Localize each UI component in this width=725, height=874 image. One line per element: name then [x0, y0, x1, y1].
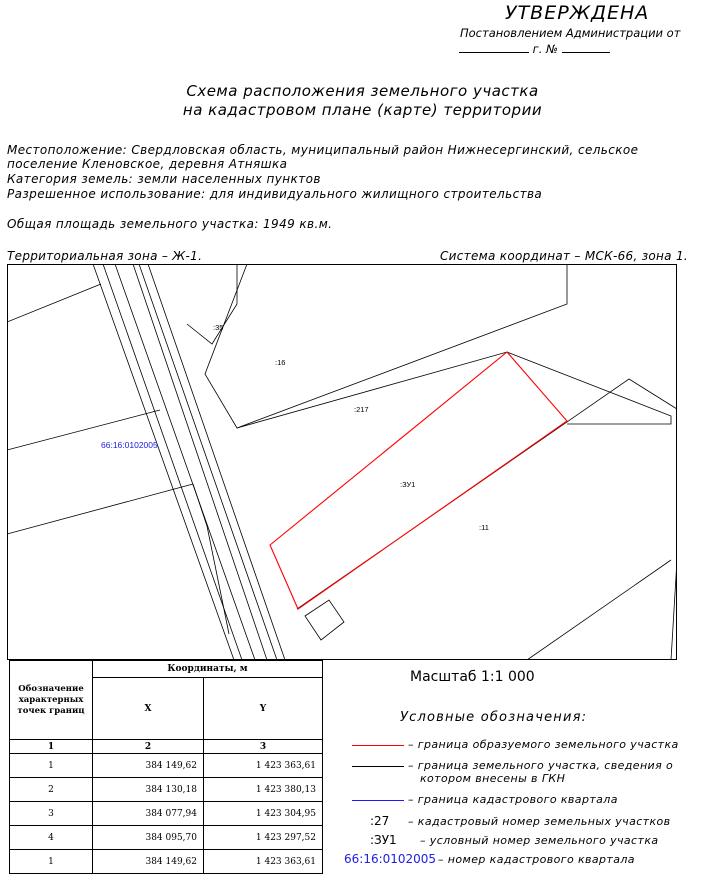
legend-cadnum-code: :27 [370, 814, 390, 828]
legend-gkn-text1: – граница земельного участка, сведения о [408, 759, 674, 772]
location-line2: поселение Кленовское, деревня Атняшка [7, 157, 288, 171]
resolution-text: Постановлением Администрации от [460, 26, 681, 40]
point-cell: 3 [10, 802, 93, 826]
table-row [10, 778, 323, 802]
document-title-line1: Схема расположения земельного участка [186, 82, 539, 100]
legend-gkn-line [352, 766, 404, 767]
legend-gkn-text2: котором внесены в ГКН [420, 772, 566, 785]
year-mark: г. [532, 42, 543, 56]
col-y-header: Y [204, 678, 323, 740]
point-cell: 2 [10, 778, 93, 802]
point-cell: 4 [10, 826, 93, 850]
legend-new-parcel-text: – граница образуемого земельного участка [408, 738, 679, 751]
x-cell: 384 130,18 [93, 778, 204, 802]
y-cell: 1 423 363,61 [204, 850, 323, 874]
table-row [10, 850, 323, 874]
col-points-header: Обозначение характерных точек границ [10, 661, 93, 740]
x-cell: 384 095,70 [93, 826, 204, 850]
table-row [10, 802, 323, 826]
x-cell: 384 149,62 [93, 754, 204, 778]
y-cell: 1 423 304,95 [204, 802, 323, 826]
y-cell: 1 423 297,52 [204, 826, 323, 850]
permitted-use: Разрешенное использование: для индивидуального жилищного строительства [7, 187, 543, 201]
land-category: Категория земель: земли населенных пунктов [7, 172, 321, 186]
coordinates-table [9, 660, 323, 874]
total-area: Общая площадь земельного участка: 1949 кв.м. [7, 217, 333, 231]
col-x-header: X [93, 678, 204, 740]
table-row [10, 754, 323, 778]
col-num-1: 1 [10, 740, 93, 754]
x-cell: 384 077,94 [93, 802, 204, 826]
number-blank [562, 41, 610, 53]
legend-quarter-text: – граница кадастрового квартала [408, 793, 618, 806]
approved-heading: УТВЕРЖДЕНА [505, 2, 650, 24]
parcel-label-11: :11 [479, 523, 489, 532]
legend-cadnum-text: – кадастровый номер земельных участков [408, 815, 671, 828]
location-line1: Местоположение: Свердловская область, муниципальный район Нижнесергинский, сельское [7, 143, 639, 157]
document-title-line2: на кадастровом плане (карте) территории [182, 101, 543, 119]
legend-quarter-code: 66:16:0102005 [344, 852, 437, 866]
number-mark: № [546, 42, 558, 56]
legend-quarter-line [352, 800, 404, 801]
col-num-2: 2 [93, 740, 204, 754]
table-row [10, 826, 323, 850]
col-coords-header: Координаты, м [93, 661, 323, 678]
legend-quarter-code-text: – номер кадастрового квартала [438, 853, 635, 866]
x-cell: 384 149,62 [93, 850, 204, 874]
territorial-zone: Территориальная зона – Ж-1. [7, 249, 203, 263]
point-cell: 1 [10, 754, 93, 778]
parcel-label-zu1: :ЗУ1 [400, 480, 416, 489]
y-cell: 1 423 380,13 [204, 778, 323, 802]
parcel-label-35: :35 [213, 323, 224, 332]
cadastral-map [7, 264, 677, 660]
map-scale: Масштаб 1:1 000 [410, 669, 535, 685]
map-frame [8, 265, 677, 660]
date-blank [459, 41, 529, 53]
y-cell: 1 423 363,61 [204, 754, 323, 778]
coordinate-system: Система координат – МСК-66, зона 1. [440, 249, 688, 263]
date-number-line [459, 41, 610, 56]
col-num-3: 3 [204, 740, 323, 754]
quarter-label: 66:16:0102005 [101, 440, 158, 450]
legend-new-parcel-line [352, 745, 404, 746]
parcel-label-217: :217 [354, 405, 369, 414]
legend-title: Условные обозначения: [400, 710, 588, 725]
point-cell: 1 [10, 850, 93, 874]
legend-cond-code: :ЗУ1 [370, 833, 397, 847]
legend-cond-text: – условный номер земельного участка [420, 834, 659, 847]
parcel-label-16: :16 [275, 358, 286, 367]
